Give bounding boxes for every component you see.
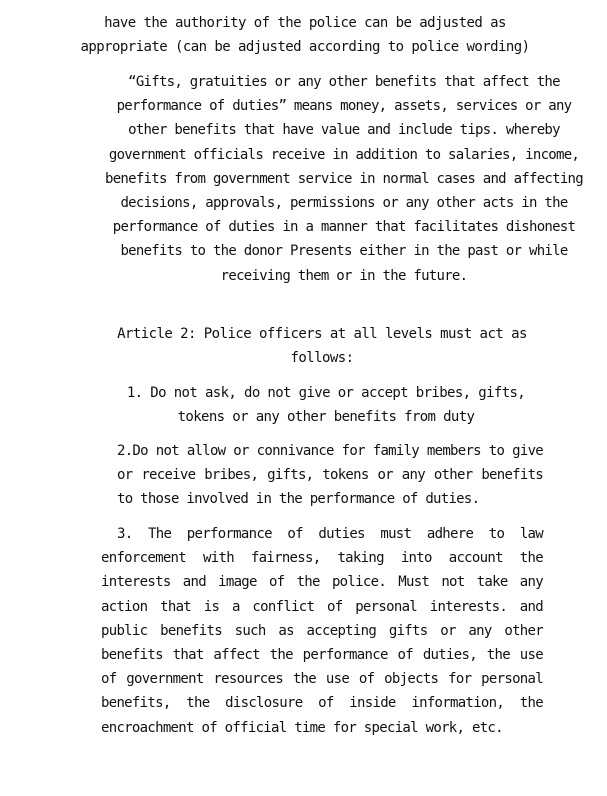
list-item-1: 1. Do not ask, do not give or accept bribes, gifts, tokens or any other benefits from duty <box>126 385 526 426</box>
article-2-heading: Article 2: Police officers at all levels must act as follows: <box>117 326 527 367</box>
paragraph-authority: have the authority of the police can be adjusted as appropriate (can be adjusted according to police wording) <box>80 15 530 56</box>
list-item-2: 2.Do not allow or connivance for family members to give or receive bribes, gifts, tokens or any other benefits to those involved in the performance of duties. <box>117 443 543 508</box>
paragraph-gifts-definition: “Gifts, gratuities or any other benefits that affect the performance of duties” means money, assets, services or any other benefits that have value and include tips. whereby government officials receive in addition to salaries, income, benefits from government service in normal cases and affecting decisions, approvals, permissions or any other acts in the performance of duties in a manner that facilitates dishonest benefits to the donor Presents either in the past or while receiving them or in the future. <box>105 74 583 284</box>
list-item-3: 3. The performance of duties must adhere to law enforcement with fairness, taking into account the interests and image of the police. Must not take any action that is a conflict of personal interests. and public benefits such as accepting gifts or any other benefits that affect the performance of duties, the use of government resources the use of objects for personal benefits, the disclosure of inside information, the encroachment of official time for special work, etc. <box>101 526 543 736</box>
